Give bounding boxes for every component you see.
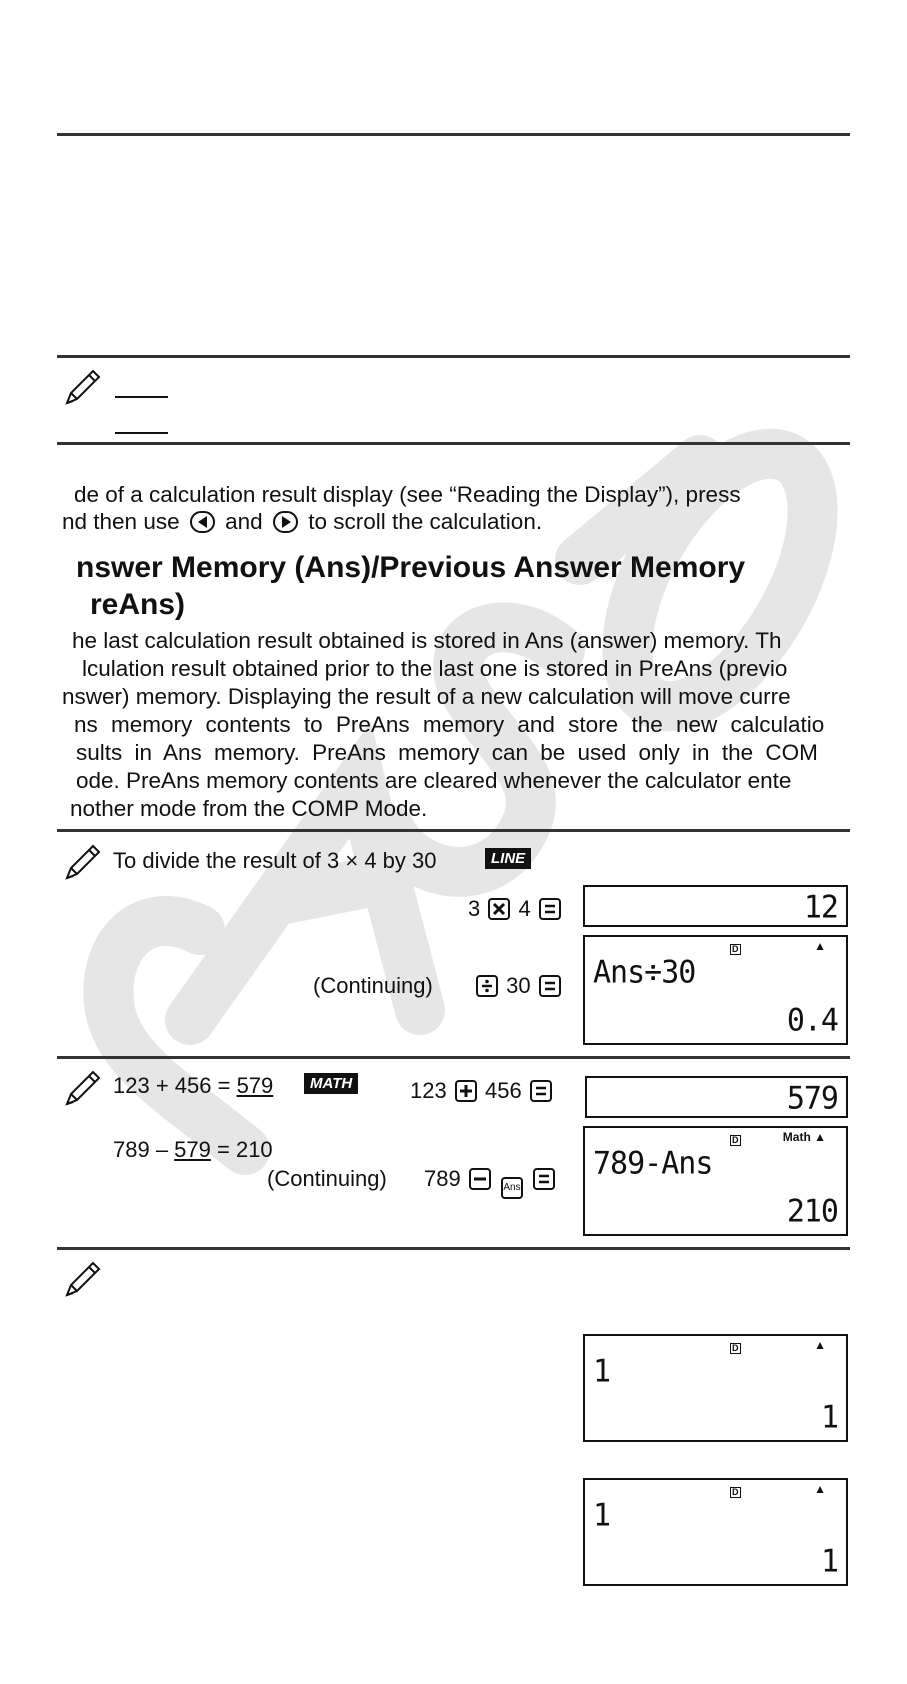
lcd-expression-text: 1 bbox=[593, 1353, 611, 1390]
intro-text-a: nd then use bbox=[62, 509, 180, 534]
left-arrow-key-icon bbox=[190, 511, 215, 533]
lcd-expression-text: 789-Ans bbox=[593, 1145, 713, 1182]
degree-indicator: D bbox=[732, 1487, 739, 1497]
section-heading-line-1: nswer Memory (Ans)/Previous Answer Memory bbox=[76, 551, 746, 584]
ans-key-icon: Ans bbox=[501, 1177, 523, 1199]
lcd-example3-a bbox=[583, 1334, 848, 1442]
top-rule bbox=[57, 133, 850, 136]
lcd-result-text: 12 bbox=[803, 889, 838, 926]
note-line-2 bbox=[115, 432, 168, 434]
lcd-example1-continuing bbox=[583, 935, 848, 1045]
up-arrow-indicator: ▲ bbox=[814, 1482, 826, 1496]
note-box-bottom-rule bbox=[57, 442, 850, 445]
intro-text-c: to scroll the calculation. bbox=[308, 509, 543, 534]
lcd-expression-text: Ans÷30 bbox=[593, 954, 696, 991]
plus-key-icon bbox=[455, 1080, 477, 1102]
note-box-top-rule bbox=[57, 355, 850, 358]
degree-indicator: D bbox=[732, 1343, 739, 1353]
lcd-result-text: 0.4 bbox=[786, 1002, 838, 1039]
pencil-icon bbox=[63, 1259, 103, 1299]
equals-key-icon bbox=[533, 1168, 555, 1190]
lcd-result-text: 579 bbox=[786, 1080, 838, 1117]
intro-line-2 bbox=[62, 508, 542, 536]
example1-caption: To divide the result of 3 × 4 by 30 bbox=[113, 848, 437, 873]
eq2-suffix: = 210 bbox=[210, 1137, 273, 1162]
math-indicator: Math ▲ bbox=[782, 1130, 826, 1144]
number-4: 4 bbox=[518, 896, 531, 921]
degree-indicator: D bbox=[732, 1135, 739, 1145]
lcd-example2-result bbox=[585, 1076, 848, 1118]
paragraph-line-3: nswer) memory. Displaying the result of a new calculation will move curre bbox=[62, 684, 791, 709]
multiply-key-icon bbox=[488, 898, 510, 920]
number-123: 123 bbox=[410, 1078, 447, 1103]
lcd-example2-continuing bbox=[583, 1126, 848, 1236]
number-789: 789 bbox=[424, 1166, 461, 1191]
section-heading-line-2: reAns) bbox=[90, 588, 186, 621]
paragraph-line-6: ode. PreAns memory contents are cleared whenever the calculator ente bbox=[76, 768, 792, 793]
example1-continuing: (Continuing) bbox=[313, 973, 433, 998]
note-line-1 bbox=[115, 396, 168, 398]
eq2-answer: 579 bbox=[174, 1137, 211, 1162]
lcd-example3-b bbox=[583, 1478, 848, 1586]
example1-step1 bbox=[468, 896, 563, 922]
paragraph-line-4: ns memory contents to PreAns memory and store the new calculatio bbox=[74, 712, 825, 737]
example2-keys2 bbox=[424, 1166, 557, 1199]
example2-equation1 bbox=[113, 1073, 273, 1099]
example1-step2 bbox=[474, 973, 563, 999]
paragraph-line-7: nother mode from the COMP Mode. bbox=[70, 796, 428, 821]
equals-key-icon bbox=[539, 898, 561, 920]
number-3: 3 bbox=[468, 896, 481, 921]
pencil-icon bbox=[63, 367, 103, 407]
lcd-result-text: 1 bbox=[820, 1399, 838, 1436]
degree-indicator: D bbox=[732, 944, 739, 954]
example2-continuing: (Continuing) bbox=[267, 1166, 387, 1191]
pencil-icon bbox=[63, 842, 103, 882]
intro-text-b: and bbox=[225, 509, 263, 534]
example3-top-rule bbox=[57, 1247, 850, 1250]
lcd-result-text: 1 bbox=[820, 1543, 838, 1580]
divide-key-icon bbox=[476, 975, 498, 997]
number-456: 456 bbox=[484, 1078, 522, 1103]
eq2-prefix: 789 – bbox=[113, 1137, 175, 1162]
eq1-answer: 579 bbox=[236, 1073, 274, 1098]
eq1-prefix: 123 + 456 = bbox=[113, 1073, 237, 1098]
right-arrow-key-icon bbox=[273, 511, 298, 533]
example2-equation2 bbox=[113, 1137, 273, 1163]
example2-keys1 bbox=[410, 1078, 554, 1104]
intro-line-1: de of a calculation result display (see “Reading the Display”), press bbox=[74, 482, 741, 507]
line-mode-badge: LINE bbox=[485, 848, 531, 869]
math-mode-badge: MATH bbox=[304, 1073, 358, 1094]
minus-key-icon bbox=[469, 1168, 491, 1190]
up-arrow-indicator: ▲ bbox=[814, 939, 826, 953]
lcd-expression-text: 1 bbox=[593, 1497, 611, 1534]
equals-key-icon bbox=[539, 975, 561, 997]
paragraph-line-2: lculation result obtained prior to the last one is stored in PreAns (previo bbox=[82, 656, 788, 681]
paragraph-line-5: sults in Ans memory. PreAns memory can be used only in the COM bbox=[76, 740, 818, 765]
lcd-example1-result bbox=[583, 885, 848, 927]
lcd-result-text: 210 bbox=[786, 1193, 838, 1230]
number-30: 30 bbox=[506, 973, 531, 998]
pencil-icon bbox=[63, 1068, 103, 1108]
example2-top-rule bbox=[57, 1056, 850, 1059]
up-arrow-indicator: ▲ bbox=[814, 1338, 826, 1352]
equals-key-icon bbox=[530, 1080, 552, 1102]
paragraph-line-1: he last calculation result obtained is stored in Ans (answer) memory. Th bbox=[72, 628, 782, 653]
example1-top-rule bbox=[57, 829, 850, 832]
